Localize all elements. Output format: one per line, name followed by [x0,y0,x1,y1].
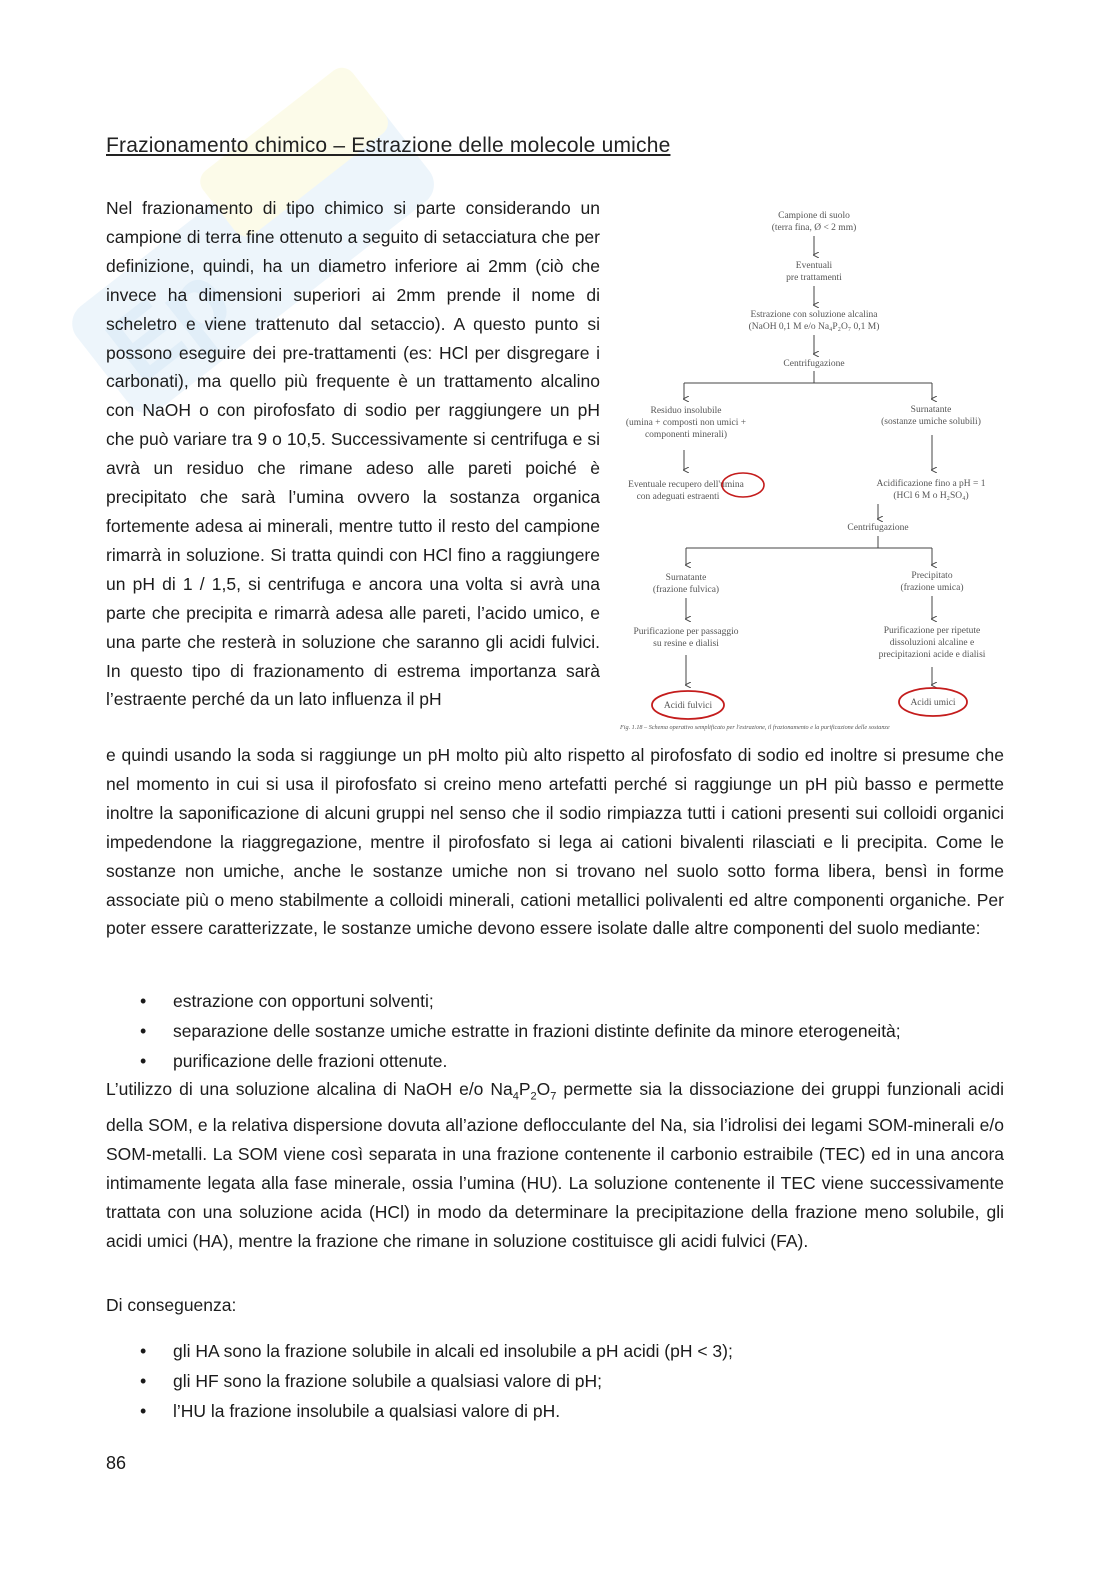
fig-node-residue-desc: (umina + composti non umici + [625,418,747,428]
page-title: Frazionamento chimico – Estrazione delle molecole umiche [106,134,671,157]
fig-node-supernatant-desc: (sostanze umiche solubili) [881,417,981,427]
fig-node-precipitate: Precipitato [911,571,953,581]
list-item: • gli HA sono la frazione solubile in alcali ed insolubile a pH acidi (pH < 3); [106,1336,733,1366]
svg-text:Ep: Ep [87,242,251,403]
fig-node-residue: Residuo insolubile [650,406,722,416]
fig-node-fulvic-acids: Acidi fulvici [663,701,713,711]
subscript: 7 [550,1090,557,1103]
paragraph-consequence: Di conseguenza: [106,1295,237,1315]
fig-node-residue-desc2: componenti minerali) [644,430,728,440]
fig-node-acidification-desc: (HCl 6 M o H₂SO₄) [893,491,969,501]
list-item: • l’HU la frazione insolubile a qualsiasi valore di pH. [106,1396,733,1426]
fig-node-fulvic-supernatant: Surnatante [665,573,707,583]
bullet-list-methods [106,986,901,1076]
subscript: 4 [512,1090,519,1103]
list-item: • separazione delle sostanze umiche estratte in frazioni distinte definite da minore eterogeneità; [106,1016,901,1046]
fig-node-sample: Campione di suolo [778,211,850,221]
fig-node-acidification: Acidificazione fino a pH = 1 [876,479,986,489]
fig-node-pretreat-desc: pre trattamenti [786,273,842,283]
text-segment: P [518,1079,531,1099]
subscript: 2 [530,1090,537,1103]
fig-node-fulvic-purification: Purificazione per passaggio [633,627,739,637]
fig-node-fulvic-purification-desc: su resine e dialisi [653,639,719,649]
fig-node-precipitate-desc: (frazione umica) [900,583,964,593]
list-item: • estrazione con opportuni solventi; [106,986,901,1016]
fig-node-sample-desc: (terra fina, Ø < 2 mm) [771,223,857,233]
fig-node-humin-recovery-desc: con adeguati estraenti [636,492,720,502]
fig-node-extraction-desc: (NaOH 0,1 M e/o Na₄P₂O₇ 0,1 M) [748,322,880,332]
fig-node-humic-purification: Purificazione per ripetute [883,626,981,636]
list-item: • purificazione delle frazioni ottenute. [106,1046,901,1076]
fig-node-humic-purification-desc2: precipitazioni acide e dialisi [878,650,986,660]
paragraph-intro: Nel frazionamento di tipo chimico si parte considerando un campione di terra fine ottenuto a seguito di setacciatura che per definizione, quindi, ha un diametro inferiore ai 2mm (ciò che invece ha dimensioni superiori ai 2mm prende il nome di scheletro e viene trattenuto dal setaccio). A questo punto si possono eseguire dei pre-trattamenti (es: HCl per disgregare i carbonati), ma quello più frequente è un trattamento alcalino con NaOH o con pirofosfato di sodio per raggiungere un pH che può variare tra 9 o 10,5. Successivamente si centrifuga e si avrà un residuo che rimane adeso alle pareti poiché è precipitato che sarà l’umina ovvero la sostanza organica fortemente adesa ai minerali, mentre tutto il resto del campione rimarrà in soluzione. Si tratta quindi con HCl fino a raggiungere un pH di 1 / 1,5, si centrifuga e ancora una volta si avrà una parte che precipita e rimarrà adesa alle pareti, l’acido umico, e una parte che resterà in soluzione che saranno gli acidi fulvici. In questo tipo di frazionamento di estrema importanza sarà l’estraente perché da un lato influenza il pH [106,198,600,710]
fig-node-humic-acids: Acidi umici [910,698,956,708]
fig-node-centrifuge-2: Centrifugazione [847,523,909,533]
extraction-flowchart [616,205,1004,735]
bullet-list-fractions [106,1336,733,1426]
fig-node-pretreat: Eventuali [795,261,833,271]
paragraph-continuation: e quindi usando la soda si raggiunge un pH molto più alto rispetto al pirofosfato di sodio ed inoltre si presume che nel momento in cui si usa il pirofosfato si creino meno artefatti perché si raggiunge un pH più basso e permette inoltre la saponificazione di alcuni gruppi nel senso che il sodio rimpiazza tutti i cationi presenti sui colloidi organici impedendone la riaggregazione, mentre il pirofosfato si lega ai cationi bivalenti rilasciati e li precipita. Come le sostanze non umiche, anche le sostanze umiche non si trovano nel suolo sotto forma libera, bensì in forme associate più o meno stabilmente a colloidi minerali, cationi metallici polivalenti ed altre componenti organiche. Per poter essere caratterizzate, le sostanze umiche devono essere isolate dalle altre componenti del suolo mediante: [106,745,1004,939]
page-number: 86 [106,1453,127,1473]
fig-node-humin-recovery: Eventuale recupero dell'umina [628,480,744,490]
list-item: • gli HF sono la frazione solubile a qualsiasi valore di pH; [106,1366,733,1396]
fig-node-extraction: Estrazione con soluzione alcalina [750,310,878,320]
text-segment: O [536,1079,551,1099]
text-segment: L’utilizzo di una soluzione alcalina di NaOH e/o Na [106,1079,513,1099]
paragraph-alkaline-extraction [106,1075,1004,1256]
fig-node-centrifuge-1: Centrifugazione [783,359,845,369]
fig-node-humic-purification-desc: dissoluzioni alcaline e [889,638,975,648]
text-segment: permette sia la dissociazione dei gruppi funzionali acidi della SOM, e la relativa dispersione dovuta all’azione deflocculante del Na, sia l’idrolisi dei legami SOM-minerali e/o SOM-metalli. La SOM viene così separata in una frazione contenente il carbonio estraibile (TEC) ed in una ancora intimamente legata alla fase minerale, ossia l’umina (HU). La soluzione contenente il TEC viene successivamente trattata con una soluzione acida (HCl) in modo da determinare la precipitazione della frazione meno solubile, gli acidi umici (HA), mentre la frazione che rimane in soluzione costituisce gli acidi fulvici (FA). [106,1079,1004,1252]
fig-node-fulvic-supernatant-desc: (frazione fulvica) [652,585,720,595]
fig-caption: Fig. 1.18 – Schema operativo semplificato per l'estrazione, il frazionamento e la purificazione delle sostanze [620,724,890,731]
fig-node-supernatant: Surnatante [910,405,952,415]
